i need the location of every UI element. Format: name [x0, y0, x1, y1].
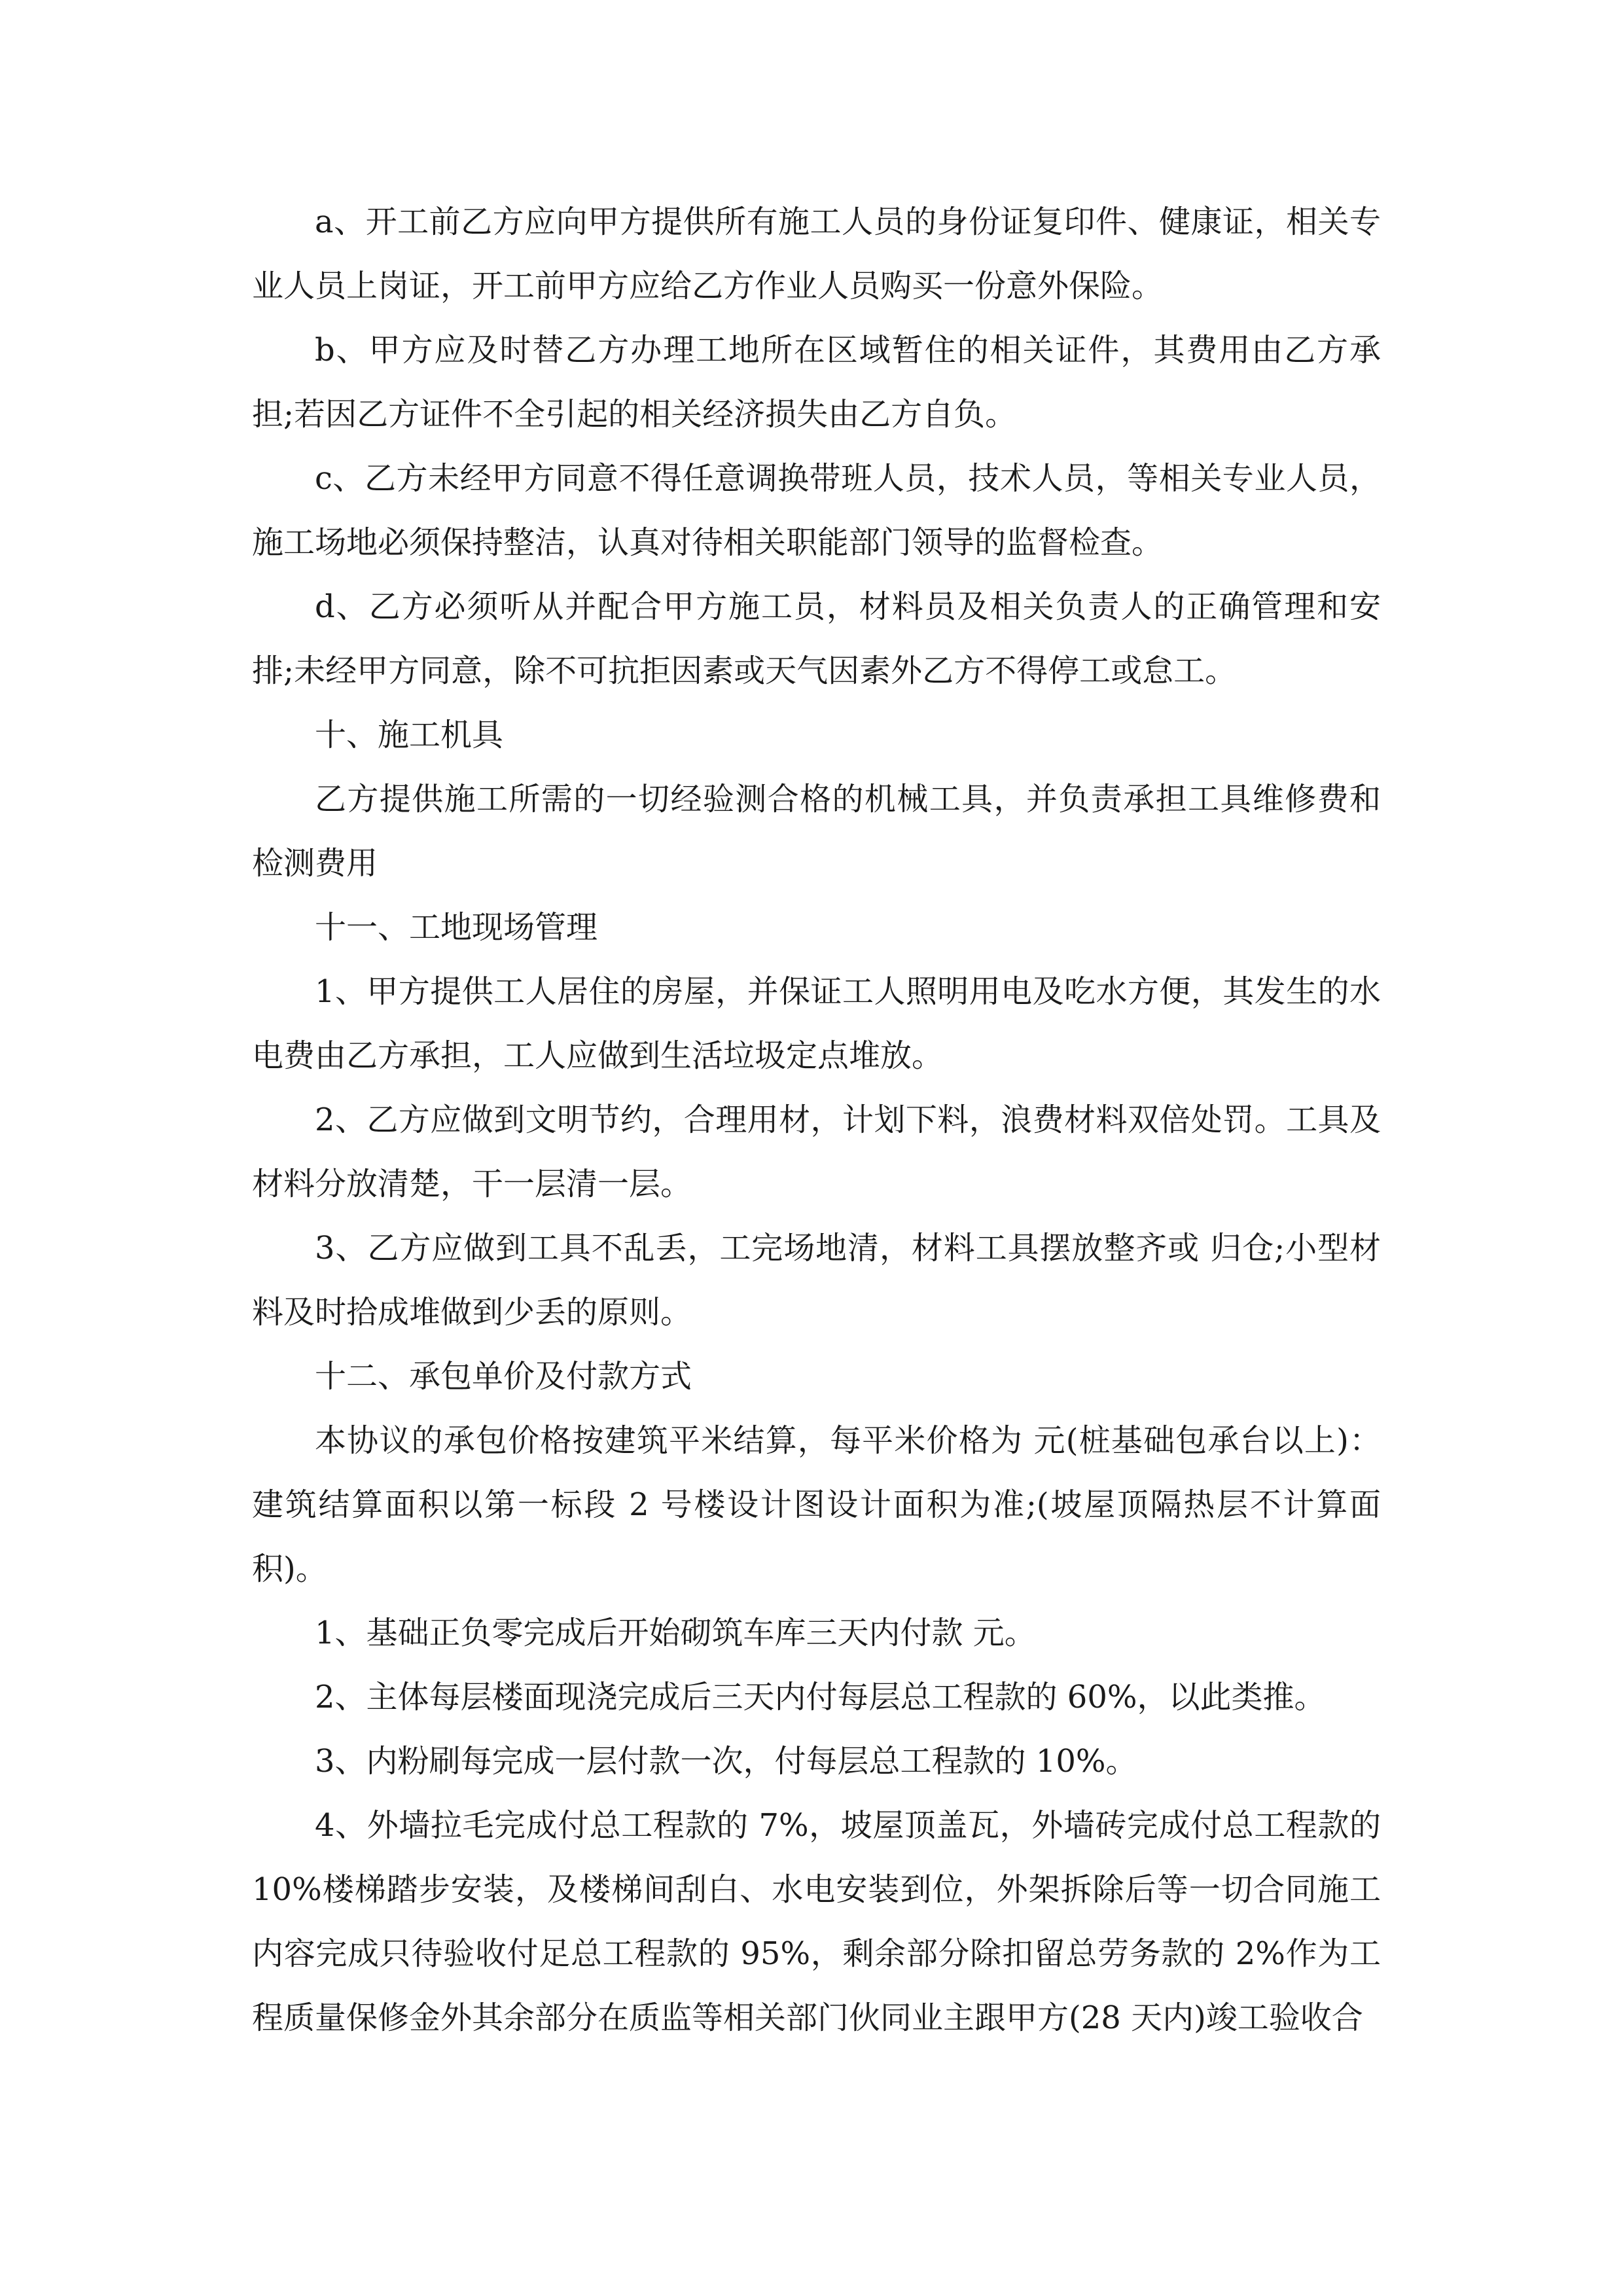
section-heading-11: 十一、工地现场管理 — [315, 909, 598, 946]
paragraph-equipment: 乙方提供施工所需的一切经验测合格的机械工具，并负责承担工具维修费和检测费用 — [252, 781, 1381, 882]
paragraph-site-2: 2、乙方应做到文明节约，合理用材，计划下料，浪费材料双倍处罚。工具及材料分放清楚，干一层清一层。 — [252, 1102, 1381, 1202]
paragraph-pricing: 本协议的承包价格按建筑平米结算，每平米价格为 元(桩基础包承台以上)：建筑结算面积以第一标段 2 号楼设计图设计面积为准;(坡屋顶隔热层不计算面积)。 — [252, 1422, 1381, 1587]
section-heading-12: 十二、承包单价及付款方式 — [315, 1358, 692, 1395]
document-body — [252, 190, 1381, 2050]
paragraph-site-1: 1、甲方提供工人居住的房屋，并保证工人照明用电及吃水方便，其发生的水电费由乙方承担，工人应做到生活垃圾定点堆放。 — [252, 973, 1381, 1074]
paragraph-payment-3: 3、内粉刷每完成一层付款一次，付每层总工程款的 10%。 — [315, 1743, 1137, 1780]
paragraph-payment-1: 1、基础正负零完成后开始砌筑车库三天内付款 元。 — [315, 1615, 1036, 1651]
paragraph-payment-2: 2、主体每层楼面现浇完成后三天内付每层总工程款的 60%，以此类推。 — [315, 1679, 1326, 1715]
paragraph-clause-b: b、甲方应及时替乙方办理工地所在区域暂住的相关证件，其费用由乙方承担;若因乙方证件不全引起的相关经济损失由乙方自负。 — [252, 332, 1381, 433]
section-heading-10: 十、施工机具 — [315, 717, 504, 753]
paragraph-clause-a: a、开工前乙方应向甲方提供所有施工人员的身份证复印件、健康证，相关专业人员上岗证，开工前甲方应给乙方作业人员购买一份意外保险。 — [252, 204, 1381, 304]
paragraph-site-3: 3、乙方应做到工具不乱丢，工完场地清，材料工具摆放整齐或 归仓;小型材料及时拾成堆做到少丢的原则。 — [252, 1230, 1381, 1331]
paragraph-payment-4: 4、外墙拉毛完成付总工程款的 7%，坡屋顶盖瓦，外墙砖完成付总工程款的 10%楼梯踏步安装，及楼梯间刮白、水电安装到位，外架拆除后等一切合同施工内容完成只待验收付足总工程款的 95%，剩余部分除扣留总劳务款的 2%作为工程质量保修金外其余部分在质监等相关部门伙同业主跟甲方(28 天内)竣工验收合 — [252, 1807, 1381, 2036]
paragraph-clause-d: d、乙方必须听从并配合甲方施工员，材料员及相关负责人的正确管理和安排;未经甲方同意，除不可抗拒因素或天气因素外乙方不得停工或怠工。 — [252, 588, 1381, 689]
paragraph-clause-c: c、乙方未经甲方同意不得任意调换带班人员，技术人员，等相关专业人员，施工场地必须保持整洁，认真对待相关职能部门领导的监督检查。 — [252, 460, 1381, 561]
